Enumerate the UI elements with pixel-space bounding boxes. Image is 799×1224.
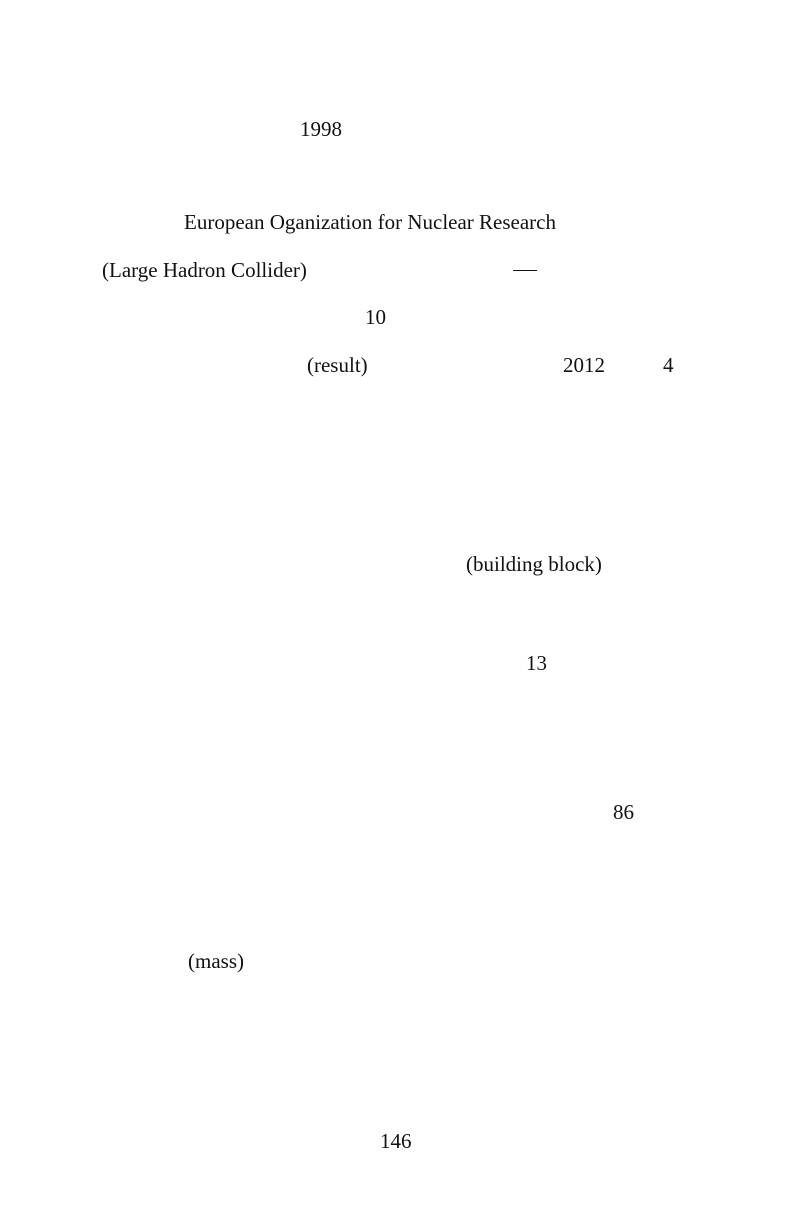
year-2012-text: 2012 [563,353,605,377]
em-dash [513,270,537,271]
number-86-text: 86 [613,800,634,824]
page-number: 146 [380,1129,412,1153]
mass-term-text: (mass) [188,949,244,973]
organization-name-text: European Oganization for Nuclear Research [184,210,556,234]
result-term-text: (result) [307,353,368,377]
number-13-text: 13 [526,651,547,675]
number-10-text: 10 [365,305,386,329]
collider-name-text: (Large Hadron Collider) [102,258,307,282]
number-4-text: 4 [663,353,674,377]
year-1998-text: 1998 [300,117,342,141]
building-block-term-text: (building block) [466,552,602,576]
